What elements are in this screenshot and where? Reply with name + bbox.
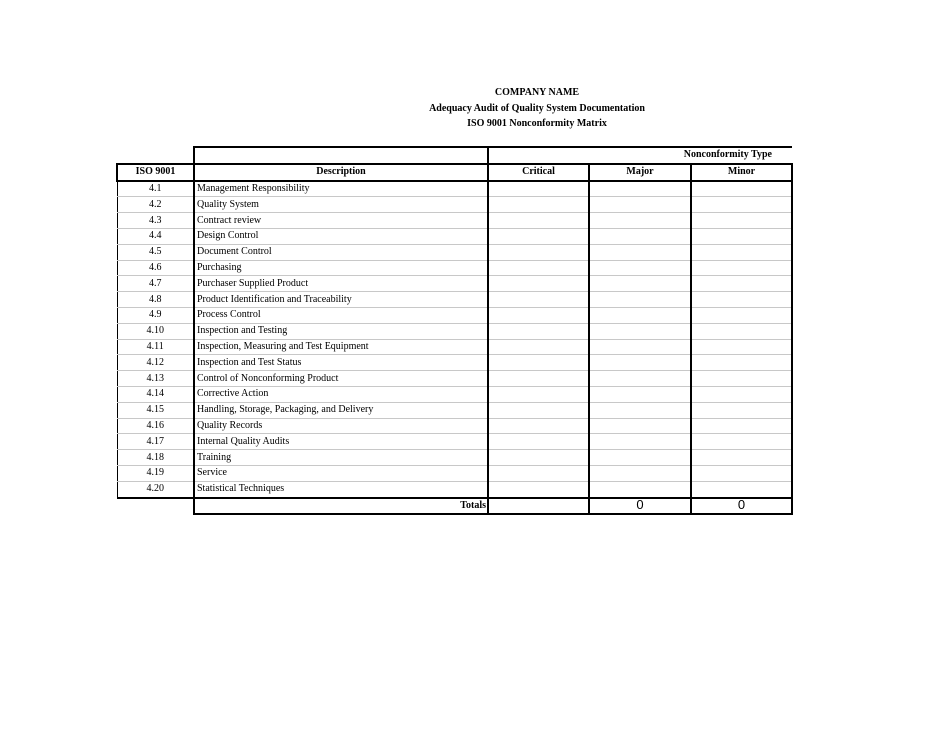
nonconformity-matrix-table: [116, 146, 793, 515]
iso-clause-cell: 4.12: [117, 355, 194, 371]
table-row: [117, 323, 792, 339]
description-cell: Training: [194, 450, 488, 466]
major-cell[interactable]: [589, 465, 691, 481]
major-total-cell[interactable]: 0: [589, 498, 691, 515]
minor-cell[interactable]: [691, 386, 792, 402]
blank-cell: [194, 147, 488, 164]
table-row: [117, 465, 792, 481]
minor-cell[interactable]: [691, 228, 792, 244]
table-row: [117, 260, 792, 276]
description-cell: Handling, Storage, Packaging, and Delivery: [194, 402, 488, 418]
major-cell[interactable]: [589, 355, 691, 371]
description-cell: Inspection, Measuring and Test Equipment: [194, 339, 488, 355]
table-row: [117, 339, 792, 355]
table-row: [117, 181, 792, 197]
document-header: [0, 85, 950, 132]
iso-clause-cell: 4.2: [117, 197, 194, 213]
critical-cell[interactable]: [488, 355, 589, 371]
major-cell[interactable]: [589, 197, 691, 213]
minor-cell[interactable]: [691, 355, 792, 371]
table-row: [117, 355, 792, 371]
major-cell[interactable]: [589, 307, 691, 323]
minor-cell[interactable]: [691, 418, 792, 434]
table-row: [117, 228, 792, 244]
major-cell[interactable]: [589, 386, 691, 402]
critical-cell[interactable]: [488, 434, 589, 450]
critical-cell[interactable]: [488, 307, 589, 323]
matrix-title: ISO 9001 Nonconformity Matrix: [467, 118, 607, 129]
major-cell[interactable]: [589, 481, 691, 497]
critical-cell[interactable]: [488, 402, 589, 418]
critical-cell[interactable]: [488, 323, 589, 339]
iso-clause-cell: 4.14: [117, 386, 194, 402]
major-cell[interactable]: [589, 418, 691, 434]
company-name: COMPANY NAME: [494, 87, 580, 98]
major-cell[interactable]: [589, 181, 691, 197]
description-cell: Corrective Action: [194, 386, 488, 402]
minor-cell[interactable]: [691, 260, 792, 276]
blank-cell: [117, 147, 194, 164]
table-row: [117, 481, 792, 497]
description-cell: Product Identification and Traceability: [194, 292, 488, 308]
totals-label: Totals: [194, 498, 488, 515]
critical-cell[interactable]: [488, 260, 589, 276]
critical-cell[interactable]: [488, 418, 589, 434]
table-row: [117, 434, 792, 450]
iso-clause-cell: 4.18: [117, 450, 194, 466]
iso-clause-cell: 4.3: [117, 213, 194, 229]
critical-cell[interactable]: [488, 181, 589, 197]
iso-clause-cell: 4.19: [117, 465, 194, 481]
critical-total-cell[interactable]: [488, 498, 589, 515]
table-row: [117, 418, 792, 434]
iso-clause-cell: 4.9: [117, 307, 194, 323]
minor-cell[interactable]: [691, 434, 792, 450]
critical-cell[interactable]: [488, 386, 589, 402]
table-row: [117, 292, 792, 308]
critical-column-header: Critical: [488, 164, 589, 181]
table-row: [117, 197, 792, 213]
major-cell[interactable]: [589, 402, 691, 418]
minor-total-cell[interactable]: 0: [691, 498, 792, 515]
description-cell: Process Control: [194, 307, 488, 323]
audit-subtitle: Adequacy Audit of Quality System Documentation: [429, 102, 645, 114]
minor-cell[interactable]: [691, 402, 792, 418]
minor-cell[interactable]: [691, 213, 792, 229]
critical-cell[interactable]: [488, 244, 589, 260]
iso-clause-cell: 4.11: [117, 339, 194, 355]
critical-cell[interactable]: [488, 339, 589, 355]
minor-cell[interactable]: [691, 323, 792, 339]
iso-clause-cell: 4.15: [117, 402, 194, 418]
iso-column-header: ISO 9001: [117, 164, 194, 181]
major-cell[interactable]: [589, 450, 691, 466]
description-cell: Service: [194, 465, 488, 481]
minor-cell[interactable]: [691, 465, 792, 481]
minor-cell[interactable]: [691, 339, 792, 355]
minor-cell[interactable]: [691, 371, 792, 387]
critical-cell[interactable]: [488, 371, 589, 387]
nonconformity-type-header: Nonconformity Type: [488, 147, 792, 164]
critical-cell[interactable]: [488, 481, 589, 497]
table-row: [117, 371, 792, 387]
iso-clause-cell: 4.8: [117, 292, 194, 308]
description-cell: Inspection and Test Status: [194, 355, 488, 371]
major-cell[interactable]: [589, 276, 691, 292]
description-cell: Quality System: [194, 197, 488, 213]
description-cell: Inspection and Testing: [194, 323, 488, 339]
description-cell: Document Control: [194, 244, 488, 260]
description-cell: Control of Nonconforming Product: [194, 371, 488, 387]
major-cell[interactable]: [589, 434, 691, 450]
major-cell[interactable]: [589, 260, 691, 276]
major-cell[interactable]: [589, 228, 691, 244]
iso-clause-cell: 4.10: [117, 323, 194, 339]
description-cell: Purchaser Supplied Product: [194, 276, 488, 292]
minor-cell[interactable]: [691, 307, 792, 323]
major-column-header: Major: [589, 164, 691, 181]
table-row: [117, 244, 792, 260]
critical-cell[interactable]: [488, 292, 589, 308]
group-header-row: [117, 147, 792, 164]
minor-cell[interactable]: [691, 292, 792, 308]
description-cell: Contract review: [194, 213, 488, 229]
iso-clause-cell: 4.13: [117, 371, 194, 387]
iso-clause-cell: 4.16: [117, 418, 194, 434]
iso-clause-cell: 4.1: [117, 181, 194, 197]
minor-cell[interactable]: [691, 244, 792, 260]
iso-clause-cell: 4.20: [117, 481, 194, 497]
critical-cell[interactable]: [488, 228, 589, 244]
major-cell[interactable]: [589, 371, 691, 387]
minor-column-header: Minor: [691, 164, 792, 181]
column-header-row: [117, 164, 792, 181]
description-cell: Internal Quality Audits: [194, 434, 488, 450]
table-row: [117, 402, 792, 418]
blank-cell: [117, 498, 194, 515]
critical-cell[interactable]: [488, 465, 589, 481]
critical-cell[interactable]: [488, 450, 589, 466]
major-cell[interactable]: [589, 323, 691, 339]
table-row: [117, 276, 792, 292]
table-row: [117, 307, 792, 323]
iso-clause-cell: 4.17: [117, 434, 194, 450]
description-cell: Purchasing: [194, 260, 488, 276]
description-cell: Design Control: [194, 228, 488, 244]
minor-cell[interactable]: [691, 276, 792, 292]
major-cell[interactable]: [589, 339, 691, 355]
iso-clause-cell: 4.5: [117, 244, 194, 260]
table-row: [117, 213, 792, 229]
major-cell[interactable]: [589, 244, 691, 260]
totals-row: [117, 498, 792, 515]
minor-cell[interactable]: [691, 181, 792, 197]
minor-cell[interactable]: [691, 481, 792, 497]
minor-cell[interactable]: [691, 450, 792, 466]
iso-clause-cell: 4.6: [117, 260, 194, 276]
critical-cell[interactable]: [488, 197, 589, 213]
table-row: [117, 450, 792, 466]
major-cell[interactable]: [589, 292, 691, 308]
description-cell: Management Responsibility: [194, 181, 488, 197]
table-row: [117, 386, 792, 402]
major-cell[interactable]: [589, 213, 691, 229]
description-cell: Quality Records: [194, 418, 488, 434]
critical-cell[interactable]: [488, 213, 589, 229]
iso-clause-cell: 4.4: [117, 228, 194, 244]
critical-cell[interactable]: [488, 276, 589, 292]
minor-cell[interactable]: [691, 197, 792, 213]
description-column-header: Description: [194, 164, 488, 181]
description-cell: Statistical Techniques: [194, 481, 488, 497]
iso-clause-cell: 4.7: [117, 276, 194, 292]
